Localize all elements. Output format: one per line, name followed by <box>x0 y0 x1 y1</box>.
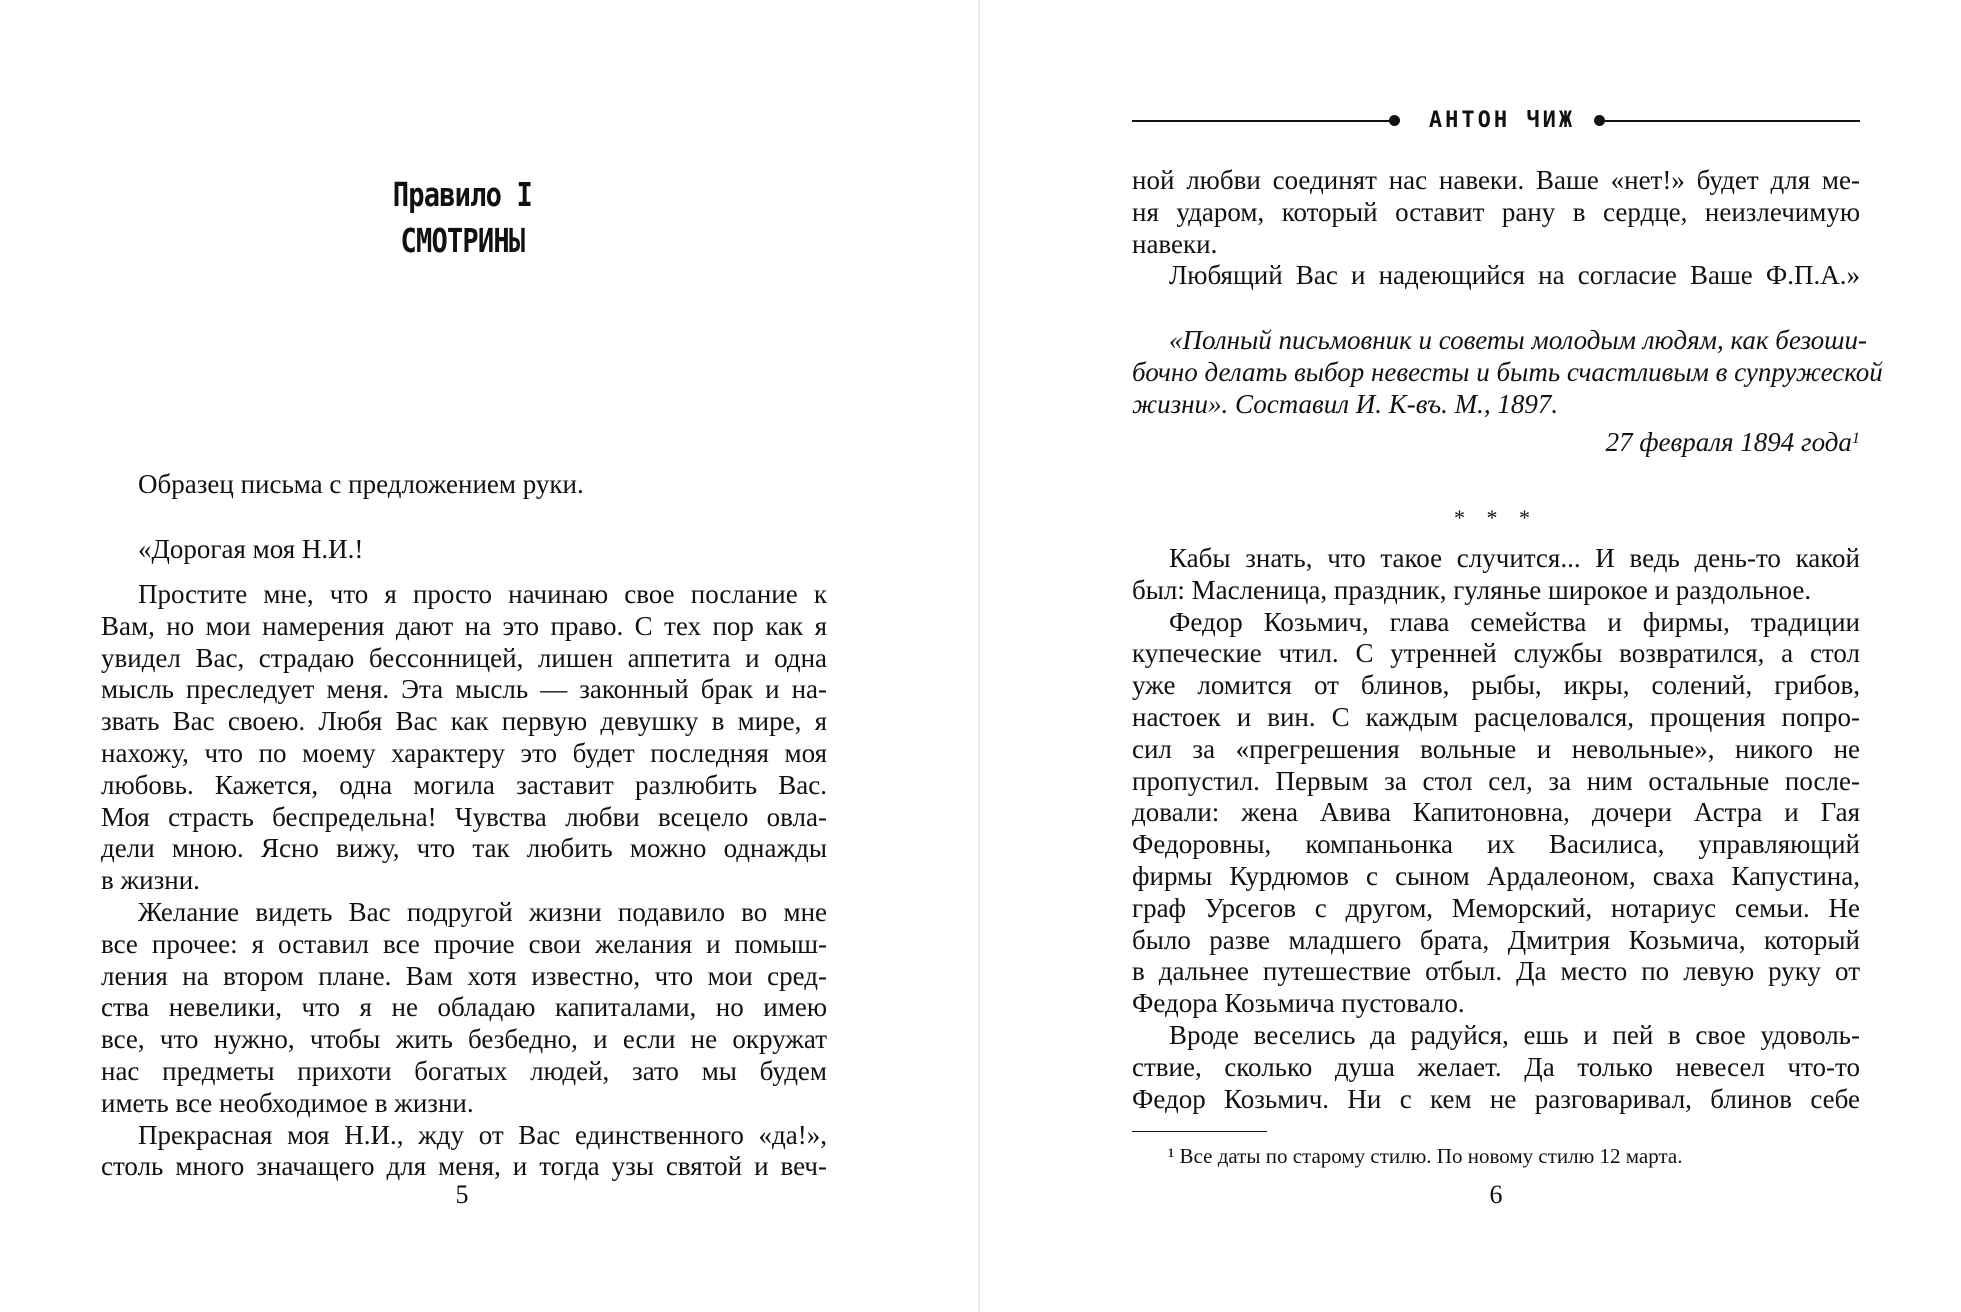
paragraph-line: Вроде веселись да радуйся, ешь и пей в свое удоволь- <box>1169 1019 1860 1050</box>
paragraph-line: сил за «прегрешения вольные и невольные», никого не <box>1132 733 1860 764</box>
paragraph-line: Федора Козьмича пустовало. <box>1132 988 1465 1019</box>
citation-line: «Полный письмовник и советы молодым людям, как безоши- <box>1169 325 1868 355</box>
paragraph-line: все, что нужно, чтобы жить безбедно, и если не окружат <box>101 1024 827 1055</box>
body-text <box>1132 543 1860 1115</box>
paragraph-line: настоек и вин. С каждым расцеловался, прощения попро- <box>1132 701 1860 732</box>
separator-stars: * * * <box>1454 505 1538 530</box>
paragraph-line: был: Масленица, праздник, гулянье широкое и раздольное. <box>1132 574 1812 605</box>
paragraph-line: нас предметы прихоти богатых людей, зато мы будем <box>101 1055 827 1086</box>
paragraph-line: пропустил. Первым за стол сел, за ним остальные после- <box>1132 765 1860 796</box>
paragraph-line: Вам, но мои намерения дают на это право. С тех пор как я <box>101 610 827 641</box>
paragraph-line: Федор Козьмич, глава семейства и фирмы, традиции <box>1169 606 1860 637</box>
running-header <box>1132 106 1860 136</box>
date: 27 февраля 1894 года <box>1605 427 1852 457</box>
letter-intro: Образец письма с предложением руки. <box>138 469 584 499</box>
letter-signature: Любящий Вас и надеющийся на согласие Ваше Ф.П.А.» <box>1169 260 1860 291</box>
page-number: 6 <box>1489 1180 1503 1209</box>
footnote-reference: 1 <box>1851 429 1860 447</box>
paragraph-line: любовь. Кажется, одна могила заставит разлюбить Вас. <box>101 769 827 800</box>
paragraph-line: мысль преследует меня. Эта мысль — законный брак и на- <box>101 674 827 705</box>
paragraph-line: в дальнее путешествие отбыл. Да место по левую руку от <box>1132 956 1860 987</box>
paragraph-line: купеческие чтил. С утренней службы возвратился, а стол <box>1132 638 1860 669</box>
paragraph-line: Простите мне, что я просто начинаю свое послание к <box>138 579 827 609</box>
letter-continuation <box>1132 165 1860 292</box>
header-rule-left <box>1132 120 1390 122</box>
paragraph-line: звать Вас своею. Любя Вас как первую девушку в мире, я <box>101 706 827 737</box>
paragraph-line: ной любви соединят нас навеки. Ваше «нет!» будет для ме- <box>1132 165 1860 195</box>
citation <box>1132 325 1883 420</box>
paragraph-line: ства невелики, что я не обладаю капиталами, но имею <box>101 992 827 1023</box>
chapter-subtitle: СМОТРИНЫ <box>400 221 525 260</box>
author-name: АНТОН ЧИЖ <box>1428 108 1576 133</box>
paragraph-line: Федоровны, компаньонка их Василиса, управляющий <box>1132 829 1860 860</box>
paragraph-line: дели мною. Ясно вижу, что так любить можно однажды <box>101 833 827 864</box>
section-separator <box>1132 502 1860 534</box>
paragraph-line: иметь все необходимое в жизни. <box>101 1087 474 1118</box>
paragraph-line: ления на втором плане. Вам хотя известно, что мои сред- <box>101 960 827 991</box>
paragraph-line: ня ударом, который оставит рану в сердце, неизлечимую <box>1132 196 1860 227</box>
chapter-title: Правило I <box>392 175 533 214</box>
paragraph-line: граф Урсегов с другом, Меморский, нотариус семьи. Не <box>1132 892 1860 923</box>
footnote: ¹ Все даты по старому стилю. По новому стилю 12 марта. <box>1168 1144 1683 1168</box>
paragraph-line: увидел Вас, страдаю бессонницей, лишен аппетита и одна <box>101 642 827 673</box>
paragraph-line: Федор Козьмич. Ни с кем не разговаривал, блинов себе <box>1132 1083 1860 1114</box>
paragraph-line: Желание видеть Вас подругой жизни подавило во мне <box>138 896 827 927</box>
header-dot-left <box>1389 115 1400 126</box>
paragraph-line: фирмы Курдюмов с сыном Ардалеоном, сваха Капустина, <box>1132 860 1860 891</box>
citation-line: жизни». Составил И. К-въ. М., 1897. <box>1132 388 1559 419</box>
letter-body <box>101 579 827 1183</box>
header-rule-right <box>1604 120 1860 122</box>
left-page <box>0 0 980 1312</box>
paragraph-line: столь много значащего для меня, и тогда узы святой и веч- <box>101 1151 827 1182</box>
paragraph-line: довали: жена Авива Капитоновна, дочери Астра и Гая <box>1132 797 1860 828</box>
paragraph-line: все прочее: я оставил все прочие свои желания и помыш- <box>101 928 827 959</box>
paragraph-line: Кабы знать, что такое случится... И ведь день-то какой <box>1169 543 1860 573</box>
citation-line: бочно делать выбор невесты и быть счастливым в супружеской <box>1132 356 1883 387</box>
letter-salutation-block <box>101 534 827 566</box>
letter-salutation: «Дорогая моя Н.И.! <box>138 534 364 564</box>
paragraph-line: нахожу, что по моему характеру это будет последняя моя <box>101 737 827 768</box>
date-line <box>1132 427 1860 459</box>
paragraph-line: в жизни. <box>101 865 200 896</box>
paragraph-line: уже ломится от блинов, рыбы, икры, солений, грибов, <box>1132 670 1860 701</box>
chapter-heading <box>83 172 842 264</box>
paragraph-line: навеки. <box>1132 228 1218 259</box>
paragraph-line: Прекрасная моя Н.И., жду от Вас единственного «да!», <box>138 1119 827 1150</box>
paragraph-line: Моя страсть беспредельна! Чувства любви всецело овла- <box>101 801 827 832</box>
footnote-divider <box>1132 1131 1267 1132</box>
paragraph-line: ствие, сколько душа желает. Да только невесел что-то <box>1132 1051 1860 1082</box>
page-number: 5 <box>455 1180 469 1209</box>
paragraph-line: было разве младшего брата, Дмитрия Козьмича, который <box>1132 924 1860 955</box>
letter-intro-block <box>101 469 827 501</box>
